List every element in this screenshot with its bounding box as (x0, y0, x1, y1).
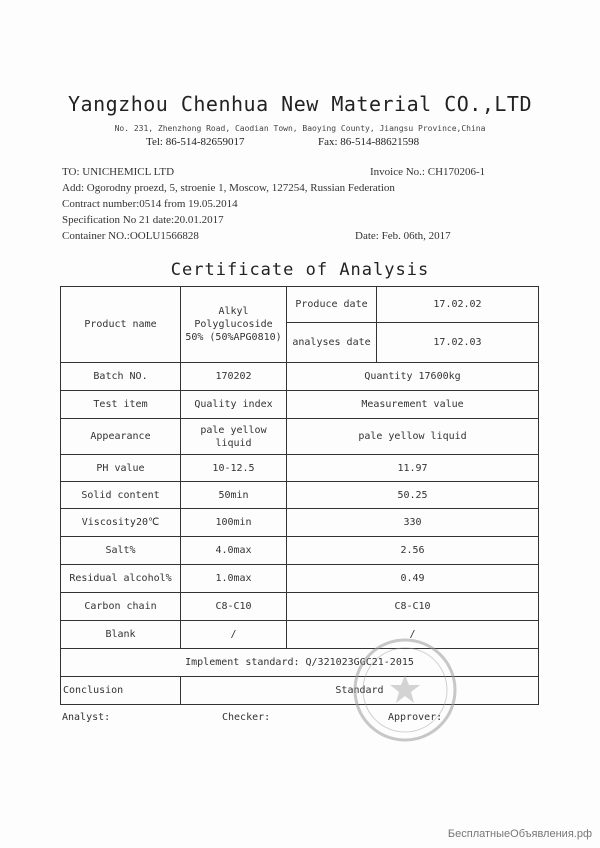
quality-index: 4.0max (181, 537, 287, 565)
table-row (61, 287, 539, 323)
measurement-value: pale yellow liquid (287, 419, 539, 455)
recipient-address: Add: Ogorodny proezd, 5, stroenie 1, Moscow, 127254, Russian Federation (62, 182, 395, 194)
implement-standard: Implement standard: Q/321023GGC21-2015 (61, 649, 539, 677)
analyses-date-label: analyses date (287, 323, 377, 363)
table-row (61, 537, 539, 565)
produce-date-label: Produce date (287, 287, 377, 323)
table-row (61, 565, 539, 593)
measurement-value: 0.49 (287, 565, 539, 593)
produce-date-value: 17.02.02 (377, 287, 539, 323)
quality-index: 100min (181, 509, 287, 537)
product-name-label: Product name (61, 287, 181, 363)
quality-index: 50min (181, 482, 287, 509)
recipient: TO: UNICHEMICL LTD (62, 166, 175, 178)
company-seal-icon (350, 635, 460, 745)
table-row (61, 677, 539, 705)
measurement-value: 11.97 (287, 455, 539, 482)
checker-signature: Checker: (222, 712, 271, 723)
measurement-value: 330 (287, 509, 539, 537)
document-date: Date: Feb. 06th, 2017 (355, 230, 451, 242)
test-item: Residual alcohol% (61, 565, 181, 593)
company-fax: Fax: 86-514-88621598 (318, 136, 420, 148)
table-row (61, 593, 539, 621)
contract-number: Contract number:0514 from 19.05.2014 (62, 198, 238, 210)
table-row (61, 649, 539, 677)
specification: Specification No 21 date:20.01.2017 (62, 214, 224, 226)
quality-index: C8-C10 (181, 593, 287, 621)
col-measurement-value: Measurement value (287, 391, 539, 419)
invoice-number: Invoice No.: CH170206-1 (370, 166, 486, 178)
quality-index: / (181, 621, 287, 649)
test-item: Appearance (61, 419, 181, 455)
measurement-value: 2.56 (287, 537, 539, 565)
container-number: Container NO.:OOLU1566828 (62, 230, 199, 242)
table-row (61, 509, 539, 537)
analyst-signature: Analyst: (62, 712, 111, 723)
analyses-date-value: 17.02.03 (377, 323, 539, 363)
certificate-title: Certificate of Analysis (170, 260, 430, 280)
table-header-row (61, 391, 539, 419)
test-item: PH value (61, 455, 181, 482)
test-item: Salt% (61, 537, 181, 565)
site-watermark: БесплатныеОбъявления.рф (447, 828, 592, 840)
analysis-table (60, 286, 539, 705)
conclusion-label: Conclusion (61, 677, 181, 705)
company-address: No. 231, Zhenzhong Road, Caodian Town, Baoying County, Jiangsu Province,China (114, 124, 486, 133)
batch-value: 170202 (181, 363, 287, 391)
table-row (61, 482, 539, 509)
company-tel: Tel: 86-514-82659017 (146, 136, 245, 148)
col-quality-index: Quality index (181, 391, 287, 419)
company-name: Yangzhou Chenhua New Material CO.,LTD (67, 92, 533, 116)
test-item: Carbon chain (61, 593, 181, 621)
approver-signature: Approver: (388, 712, 443, 723)
col-test-item: Test item (61, 391, 181, 419)
quality-index: 10-12.5 (181, 455, 287, 482)
test-item: Solid content (61, 482, 181, 509)
table-row (61, 363, 539, 391)
test-item: Blank (61, 621, 181, 649)
quality-index: 1.0max (181, 565, 287, 593)
quality-index: pale yellow liquid (181, 419, 287, 455)
measurement-value: C8-C10 (287, 593, 539, 621)
table-row (61, 419, 539, 455)
batch-label: Batch NO. (61, 363, 181, 391)
test-item: Viscosity20℃ (61, 509, 181, 537)
table-row (61, 621, 539, 649)
conclusion-value: Standard (181, 677, 539, 705)
quantity: Quantity 17600kg (287, 363, 539, 391)
product-name-value: Alkyl Polyglucoside 50% (50%APG0810) (181, 287, 287, 363)
measurement-value: 50.25 (287, 482, 539, 509)
table-row (61, 455, 539, 482)
measurement-value: / (287, 621, 539, 649)
